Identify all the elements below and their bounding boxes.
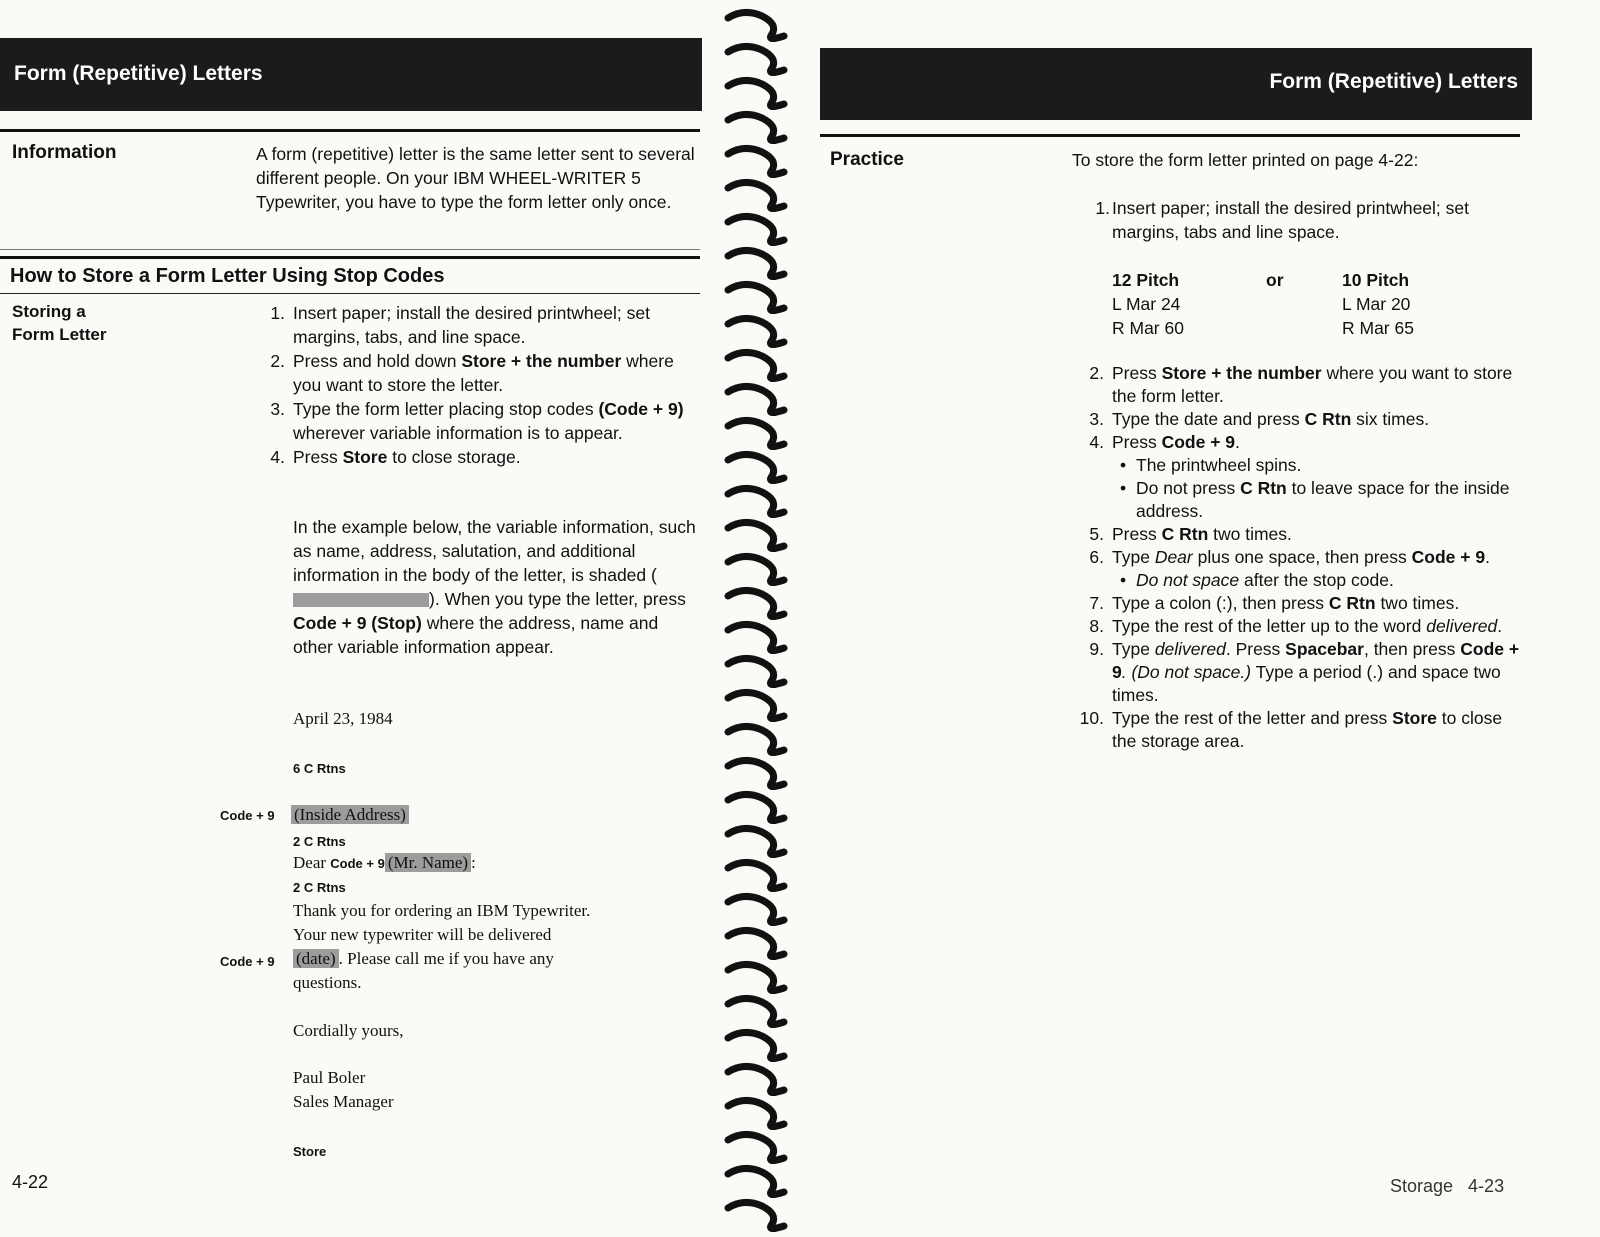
left-step-1: 1. Insert paper; install the desired printwheel; set margins, tabs, and line space.: [270, 303, 650, 347]
spiral-coil: [728, 760, 784, 786]
spiral-coil: [728, 114, 784, 140]
shade-swatch: [293, 593, 429, 607]
letter-body-date: (date) . Please call me if you have any questions.: [293, 949, 554, 992]
letter-code9-date: Code + 9: [220, 954, 275, 969]
letter-date: April 23, 1984: [293, 709, 393, 728]
spiral-coil: [728, 624, 784, 650]
letter-store: Store: [293, 1144, 327, 1159]
spiral-coil: [728, 794, 784, 820]
letter-rtns2-b: 2 C Rtns: [293, 880, 346, 895]
practice-step-4: 4. Press Code + 9. • The printwheel spins. • Do not press C Rtn to leave space for the inside address.: [1112, 431, 1524, 523]
spiral-coil: [728, 556, 784, 582]
section-title: How to Store a Form Letter Using Stop Codes: [10, 265, 445, 287]
spiral-coil: [728, 726, 784, 752]
info-divider: [0, 249, 700, 250]
spiral-coil: [728, 828, 784, 854]
letter-closing: Cordially yours,: [293, 1021, 404, 1040]
spiral-coil: [728, 1134, 784, 1160]
spiral-coil: [728, 590, 784, 616]
left-info-rule: [0, 129, 700, 132]
spiral-coil: [728, 182, 784, 208]
left-step-4: 4. Press Store to close storage.: [270, 447, 521, 467]
practice-step-10: 10. Type the rest of the letter and press Store to close the storage area.: [1079, 708, 1503, 751]
section-rule: [0, 256, 700, 259]
spiral-coil: [728, 692, 784, 718]
left-banner: [0, 38, 702, 111]
spiral-coil: [728, 284, 784, 310]
spiral-coil: [728, 1168, 784, 1194]
letter-salutation: Dear Code + 9 (Mr. Name) :: [293, 853, 476, 872]
spiral-binding: [722, 0, 817, 1237]
left-step-2: 2. Press and hold down Store + the number where you want to store the letter.: [270, 351, 674, 395]
spiral-coil: [728, 1066, 784, 1092]
letter-signer: Paul Boler Sales Manager: [293, 1068, 394, 1111]
info-heading: Information: [12, 142, 117, 163]
spiral-coil: [728, 522, 784, 548]
practice-step-1: 1. Insert paper; install the desired printwheel; set margins, tabs and line space.: [1095, 198, 1469, 242]
letter-body: Thank you for ordering an IBM Typewriter. Your new typewriter will be delivered: [293, 901, 591, 944]
practice-step-6: 6. Type Dear plus one space, then press Code + 9. • Do not space after the stop code.: [1112, 546, 1524, 592]
right-rule: [820, 134, 1520, 137]
spiral-coil: [728, 964, 784, 990]
left-page-number: 4-22: [12, 1172, 49, 1192]
practice-intro: To store the form letter printed on page 4-22:: [1072, 150, 1419, 170]
right-banner: [820, 48, 1532, 120]
practice-step-2: 2. Press Store + the number where you want to store the form letter.: [1089, 363, 1513, 406]
side-heading-line1: Storing a: [12, 302, 86, 321]
spiral-coil: [728, 250, 784, 276]
practice-step-9: 9. Type delivered. Press Spacebar, then press Code + 9. (Do not space.) Type a period (.) and space two times.: [1089, 639, 1520, 705]
spiral-coil: [728, 318, 784, 344]
letter-code9-address: Code + 9: [220, 808, 275, 823]
pitch-or: or: [1266, 270, 1284, 290]
side-heading-line2: Form Letter: [12, 325, 107, 344]
section-divider: [0, 293, 700, 294]
spiral-coil: [728, 862, 784, 888]
spiral-coil: [728, 80, 784, 106]
spiral-coil: [728, 12, 784, 38]
spiral-coil: [728, 386, 784, 412]
spiral-coil: [728, 488, 784, 514]
letter-rtns6: 6 C Rtns: [293, 761, 346, 776]
left-steps: [270, 301, 697, 469]
spiral-coil: [728, 658, 784, 684]
spiral-coil: [728, 896, 784, 922]
practice-steps: [1079, 362, 1524, 753]
letter-rtns2-a: 2 C Rtns: [293, 834, 346, 849]
left-step-3: 3. Type the form letter placing stop codes (Code + 9) wherever variable information is to appear.: [270, 399, 684, 443]
spiral-coil: [728, 216, 784, 242]
practice-heading: Practice: [830, 149, 904, 170]
practice-step-5: 5. Press C Rtn two times.: [1089, 524, 1292, 544]
spiral-coil: [728, 930, 784, 956]
left-banner-title: Form (Repetitive) Letters: [14, 62, 263, 85]
info-text: A form (repetitive) letter is the same letter sent to several different people. On your IBM WHEEL-WRITER 5 Typewriter, you have to type the form letter only once.: [256, 144, 695, 212]
practice-step-3: 3. Type the date and press C Rtn six times.: [1089, 409, 1430, 429]
side-heading: [12, 300, 106, 346]
spiral-coil: [728, 1100, 784, 1126]
spiral-coil: [728, 1202, 784, 1228]
letter-inside-address: (Inside Address): [291, 803, 409, 827]
spiral-coil: [728, 352, 784, 378]
spiral-coil: [728, 46, 784, 72]
spiral-coil: [728, 1032, 784, 1058]
spiral-coil: [728, 148, 784, 174]
pitch-12: 12 Pitch L Mar 24 R Mar 60: [1112, 270, 1184, 338]
pitch-10: 10 Pitch L Mar 20 R Mar 65: [1342, 270, 1414, 338]
spiral-coil: [728, 454, 784, 480]
right-banner-title: Form (Repetitive) Letters: [1269, 70, 1518, 93]
right-page-footer: Storage 4-23: [1390, 1176, 1505, 1196]
practice-step-7: 7. Type a colon (:), then press C Rtn two times.: [1089, 593, 1460, 613]
practice-step-8: 8. Type the rest of the letter up to the word delivered.: [1089, 616, 1503, 636]
spiral-coil: [728, 420, 784, 446]
spiral-coil: [728, 998, 784, 1024]
spiral-coils: [722, 0, 817, 1237]
example-paragraph: In the example below, the variable information, such as name, address, salutation, and additional information in the body of the letter, is shaded (). When you type the letter, press Code + 9 (Stop) where the address, name and other variable information appear.: [293, 517, 696, 657]
